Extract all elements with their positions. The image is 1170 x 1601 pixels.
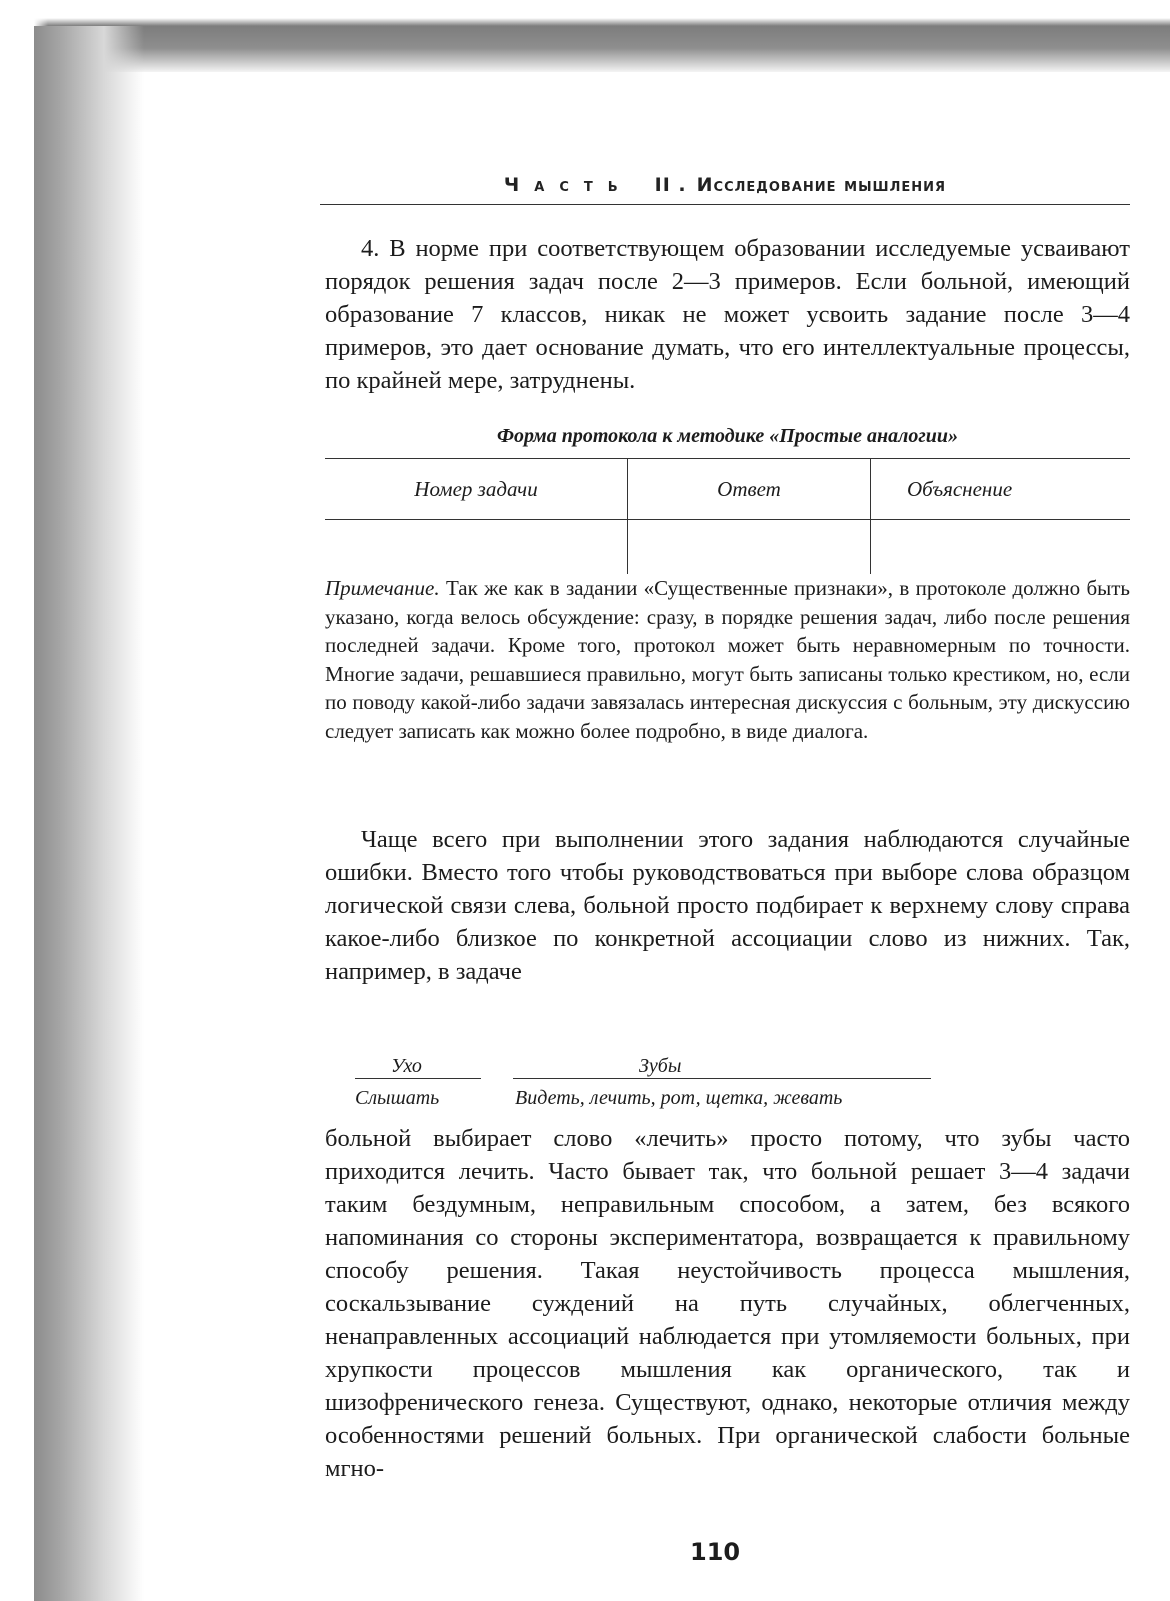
paragraph-example-explanation: больной выбирает слово «лечить» просто потому, что зубы часто приходится лечить. Часто бывает так, что больной решает 3—4 задачи таким бездумным, неправильным способом, а затем, без всякого напоминания со стороны экспериментатора, возвращается к правильному способу решения. Такая неустойчивость процесса мышления, соскальзывание суждений на путь случайных, облегченных, ненаправленных ассоциаций наблюдается при утомляемости больных, при хрупкости процессов мышления как органического, так и шизофренического генеза. Существуют, однако, некоторые отличия между особенностями решений больных. При органической слабости больные мгно- xyxy=(325,1125,1130,1482)
table-header-row xyxy=(325,459,1130,520)
table-caption: Форма протокола к методике «Простые аналогии» xyxy=(497,425,958,447)
note-paragraph xyxy=(325,574,1130,746)
analogy-example xyxy=(355,1053,955,1113)
analogy-right-top: Зубы xyxy=(513,1053,931,1079)
column-header-answer: Ответ xyxy=(628,459,871,520)
paragraph-random-errors: Чаще всего при выполнении этого задания наблюдаются случайные ошибки. Вместо того чтобы руководствоваться при выборе слова образцом логической связи слева, больной просто подбирает к верхнему слову справа какое-либо близкое по конкретной ассоциации слово из нижних. Так, например, в задаче xyxy=(325,826,1130,985)
protocol-table xyxy=(325,458,1130,574)
note-label: Примечание. xyxy=(325,576,440,600)
note-text: Так же как в задании «Существенные признаки», в протоколе должно быть указано, когда велось обсуждение: сразу, в порядке решения задач, либо после решения последней задачи. Кроме того, протокол может быть неравномерным по точности. Многие задачи, решавшиеся правильно, могут быть записаны только крестиком, но, если по поводу какой-либо задачи завязалась интересная дискуссия с больным, эту дискуссию следует записать как можно более подробно, в виде диалога. xyxy=(325,576,1130,743)
running-head-number: II . xyxy=(654,174,687,196)
page-number: 110 xyxy=(690,1538,741,1566)
paragraph-norm: 4. В норме при соответствующем образовании исследуемые усваивают порядок решения задач после 2—3 примеров. Если больной, имеющий образование 7 классов, никак не может усвоить задание после 3—4 примеров, это дает основание думать, что его интеллектуальные процессы, по крайней мере, затруднены. xyxy=(325,235,1130,394)
table-empty-row xyxy=(325,520,1130,575)
analogy-right-bottom: Видеть, лечить, рот, щетка, жевать xyxy=(515,1087,843,1109)
table-cell xyxy=(325,520,628,575)
running-head-part: Часть xyxy=(503,174,633,196)
analogy-left-bottom: Слышать xyxy=(355,1087,440,1109)
column-header-explanation: Объяснение xyxy=(871,459,1131,520)
column-header-task-number: Номер задачи xyxy=(325,459,628,520)
running-head xyxy=(320,166,1130,205)
table-cell xyxy=(871,520,1131,575)
table-cell xyxy=(628,520,871,575)
analogy-left-top: Ухо xyxy=(355,1053,481,1079)
running-head-title: Исследование мышления xyxy=(696,174,947,196)
